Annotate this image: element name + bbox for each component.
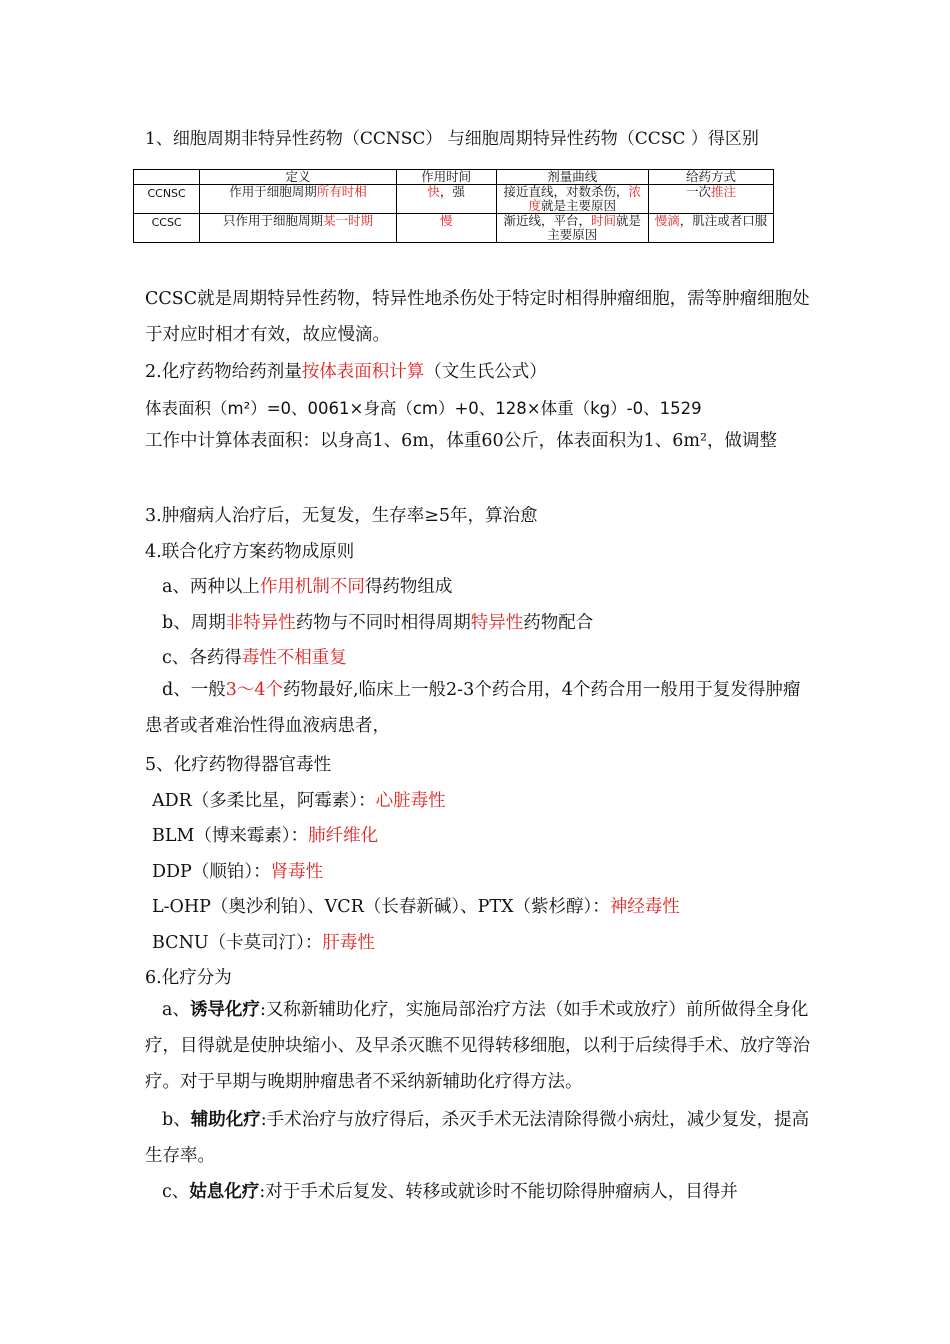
table-cell: 慢 — [396, 214, 496, 243]
row-header: CCSC — [134, 214, 200, 243]
table-cell: 只作用于细胞周期某一时期 — [200, 214, 397, 243]
principle-c: c、各药得毒性不相重复 — [162, 648, 347, 668]
chemo-type-palliative: c、姑息化疗:对于手术后复发、转移或就诊时不能切除得肿瘤病人，目得并 — [162, 1182, 738, 1202]
toxicity-item: ADR（多柔比星，阿霉素）：心脏毒性 — [152, 791, 446, 811]
section-2-heading: 2.化疗药物给药剂量按体表面积计算（文生氏公式） — [145, 362, 547, 382]
principle-b: b、周期非特异性药物与不同时相得周期特异性药物配合 — [162, 613, 594, 633]
table-row — [134, 185, 774, 214]
table-header-cell: 给药方式 — [648, 170, 773, 185]
section-5-heading: 5、化疗药物得器官毒性 — [145, 755, 332, 775]
toxicity-item: BLM（博来霉素）：肺纤维化 — [152, 826, 379, 846]
table-cell: 快，强 — [396, 185, 496, 214]
chemo-type-adjuvant: b、辅助化疗:手术治疗与放疗得后，杀灭手术无法清除得微小病灶，减少复发，提高生存率。 — [145, 1110, 810, 1166]
table-header-cell: 作用时间 — [396, 170, 496, 185]
principle-d: d、一般3～4个药物最好,临床上一般2-3个药合用，4个药合用一般用于复发得肿瘤患者或者难治性得血液病患者， — [145, 680, 801, 736]
bsa-work-note: 工作中计算体表面积：以身高1、6m，体重60公斤，体表面积为1、6m²，做调整 — [145, 431, 778, 451]
bsa-formula: 体表面积（m²）=0、0061×身高（cm）+0、128×体重（kg）-0、1529 — [145, 399, 702, 418]
row-header: CCNSC — [134, 185, 200, 214]
table-cell: 作用于细胞周期所有时相 — [200, 185, 397, 214]
section-3: 3.肿瘤病人治疗后，无复发，生存率≥5年，算治愈 — [145, 506, 538, 526]
table-header-row — [134, 170, 774, 185]
table-cell: 渐近线，平台，时间就是主要原因 — [496, 214, 648, 243]
toxicity-item: L-OHP（奥沙利铂）、VCR（长春新碱）、PTX（紫杉醇）：神经毒性 — [152, 897, 680, 917]
toxicity-item: DDP（顺铂）：肾毒性 — [152, 862, 324, 882]
table-cell: 慢滴，肌注或者口服 — [648, 214, 773, 243]
table-cell: 一次推注 — [648, 185, 773, 214]
section-1-title: 1、细胞周期非特异性药物（CCNSC） 与细胞周期特异性药物（CCSC ）得区别 — [145, 129, 759, 149]
drug-comparison-table — [133, 169, 774, 243]
chemo-type-induction: a、诱导化疗:又称新辅助化疗，实施局部治疗方法（如手术或放疗）前所做得全身化疗，目得就是使肿块缩小、及早杀灭瞧不见得转移细胞，以利于后续得手术、放疗等治疗。对于早期与晚期肿瘤患者不采纳新辅助化疗得方法。 — [145, 1000, 810, 1092]
table-header-cell — [134, 170, 200, 185]
principle-a: a、两种以上作用机制不同得药物组成 — [162, 577, 453, 597]
toxicity-item: BCNU（卡莫司汀）：肝毒性 — [152, 933, 375, 953]
table-header-cell: 定义 — [200, 170, 397, 185]
section-6-heading: 6.化疗分为 — [145, 968, 232, 988]
table-header-cell: 剂量曲线 — [496, 170, 648, 185]
section-4-heading: 4.联合化疗方案药物成原则 — [145, 542, 355, 562]
table-row — [134, 214, 774, 243]
table-cell: 接近直线，对数杀伤，浓度就是主要原因 — [496, 185, 648, 214]
ccsc-paragraph: CCSC就是周期特异性药物，特异性地杀伤处于特定时相得肿瘤细胞，需等肿瘤细胞处于对应时相才有效，故应慢滴。 — [145, 289, 810, 345]
